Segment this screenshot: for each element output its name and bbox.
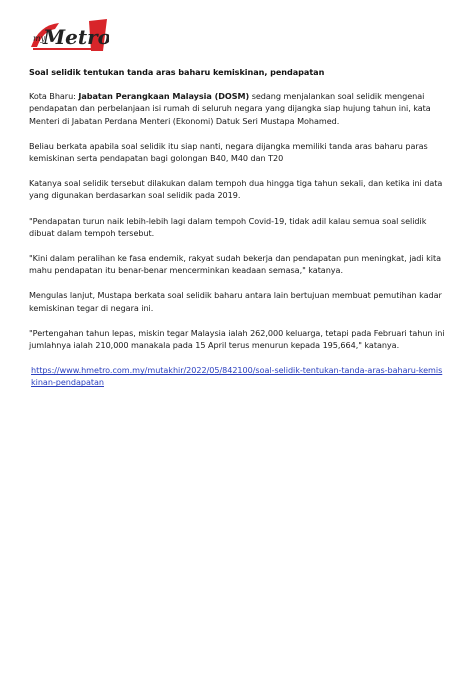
paragraph-1-bold: Jabatan Perangkaan Malaysia (DOSM) — [78, 91, 250, 102]
metro-logo — [29, 17, 109, 53]
paragraph-4: "Pendapatan turun naik lebih-lebih lagi dalam tempoh Covid-19, tidak adil kalau semua soal selidik dibuat dalam tempoh tersebut. — [29, 215, 427, 238]
paragraph-1 — [29, 90, 445, 127]
paragraph-2: Beliau berkata apabila soal selidik itu siap nanti, negara dijangka memiliki tanda aras baharu paras kemiskinan serta pendapatan bagi golongan B40, M40 dan T20 — [29, 140, 428, 164]
svg-text:Metro: Metro — [43, 25, 109, 49]
paragraph-5: "Kini dalam peralihan ke fasa endemik, rakyat sudah bekerja dan pendapatan pun meningkat, jadi kita mahu pendapatan itu benar-benar mencerminkan keadaan semasa," katanya. — [29, 253, 441, 276]
paragraph-7: "Pertengahan tahun lepas, miskin tegar Malaysia ialah 262,000 keluarga, tetapi pada Februari tahun ini jumlahnya ialah 210,000 manakala pada 15 April terus menurun kepada 195,664," katanya. — [29, 327, 445, 351]
svg-text:my: my — [33, 34, 46, 43]
source-link[interactable]: https://www.hmetro.com.my/mutakhir/2022/05/842100/soal-selidik-tentukan-tanda-aras-baharu-kemiskinan-pendapatan — [31, 365, 443, 388]
metro-logo-graphic — [29, 17, 109, 53]
paragraph-3: Katanya soal selidik tersebut dilakukan dalam tempoh dua hingga tiga tahun sekali, dan ketika ini data yang digunakan berdasarkan soal selidik pada 2019. — [29, 178, 443, 201]
paragraph-6: Mengulas lanjut, Mustapa berkata soal selidik baharu antara lain bertujuan membuat pemutihan kadar kemiskinan tegar di negara ini. — [29, 290, 442, 313]
article-body — [29, 66, 445, 389]
paragraph-1-rest: sedang menjalankan soal selidik mengenai pendapatan dan perbelanjaan isi rumah di seluruh negara yang dijangka siap hujung tahun ini, kata Menteri di Jabatan Perdana Menteri (Ekonomi) Datuk Seri Mustapa Mohamed. — [29, 91, 431, 126]
article-title: Soal selidik tentukan tanda aras baharu kemiskinan, pendapatan — [29, 67, 325, 77]
paragraph-1-prefix: Kota Bharu: — [29, 91, 79, 102]
